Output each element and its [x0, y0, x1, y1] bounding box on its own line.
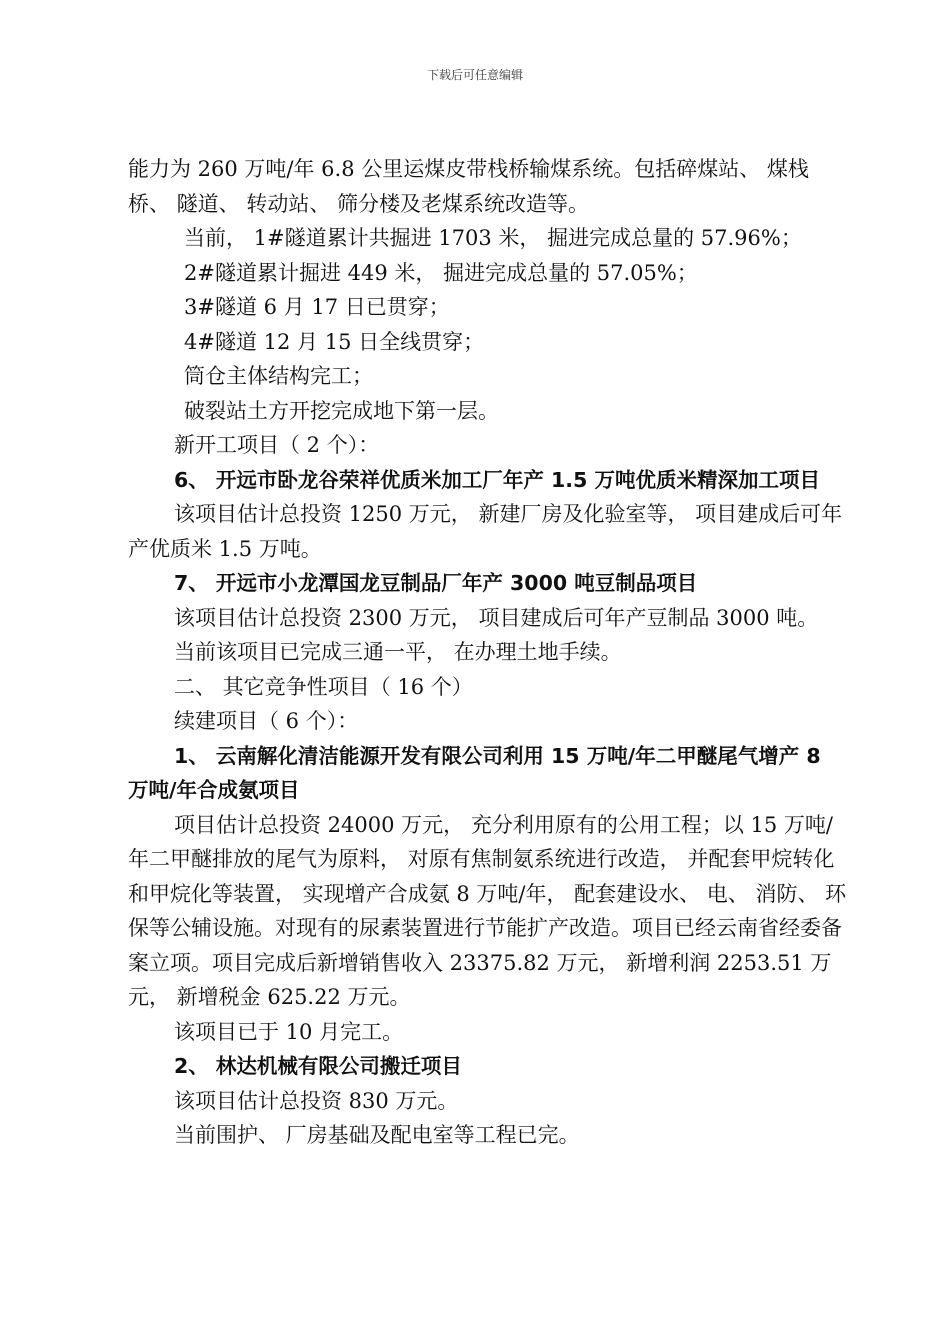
paragraph-project-2-status: 当前围护、 厂房基础及配电室等工程已完。 — [174, 1123, 580, 1147]
paragraph-tunnel-2: 2#隧道累计掘进 449 米， 掘进完成总量的 57.05%； — [184, 260, 698, 285]
paragraph-belt-system: 能力为 260 万吨/年 6.8 公里运煤皮带栈桥输煤系统。包括碎煤站、 煤栈桥、 隧道、 转动站、 筛分楼及老煤系统改造等。 — [128, 157, 809, 216]
heading-project-2: 2、 林达机械有限公司搬迁项目 — [174, 1054, 462, 1078]
page-header: 下载后可任意编辑 — [426, 68, 523, 82]
paragraph-project-7-desc: 该项目估计总投资 2300 万元， 项目建成后可年产豆制品 3000 吨。 — [174, 605, 819, 630]
heading-continuing-projects: 续建项目（ 6 个）： — [174, 709, 359, 733]
paragraph-project-1-status: 该项目已于 10 月完工。 — [174, 1019, 404, 1044]
heading-project-6: 6、 开远市卧龙谷荣祥优质米加工厂年产 1.5 万吨优质米精深加工项目 — [174, 467, 820, 492]
heading-new-projects: 新开工项目（ 2 个）： — [174, 433, 380, 457]
paragraph-crushing-station: 破裂站土方开挖完成地下第一层。 — [184, 398, 499, 423]
paragraph-project-1-desc: 项目估计总投资 24000 万元， 充分利用原有的公用工程；以 15 万吨/年二甲醚排放的尾气为原料， 对原有焦制氨系统进行改造， 并配套甲烷转化和甲烷化等装置， 实现增产合成氨 8 万吨/年， 配套建设水、 电、 消防、 环保等公辅设施。对现有的尿素装置进行节能扩产改造。项目已经云南省经委备案立项。项目完成后新增销售收入 23375.82 万元， 新增利润 2253.51 万元， 新增税金 625.22 万元。 — [128, 812, 847, 1009]
paragraph-project-2-desc: 该项目估计总投资 830 万元。 — [174, 1088, 459, 1113]
heading-project-1: 1、 云南解化清洁能源开发有限公司利用 15 万吨/年二甲醚尾气增产 8 万吨/年合成氨项目 — [128, 743, 821, 802]
heading-project-7: 7、 开远市小龙潭国龙豆制品厂年产 3000 吨豆制品项目 — [174, 571, 698, 595]
paragraph-tunnel-1: 当前， 1#隧道累计共掘进 1703 米， 掘进完成总量的 57.96%； — [184, 226, 802, 250]
paragraph-project-7-status: 当前该项目已完成三通一平， 在办理土地手续。 — [174, 640, 622, 664]
paragraph-tunnel-3: 3#隧道 6 月 17 日已贯穿； — [184, 295, 450, 319]
document-body — [128, 152, 848, 1153]
paragraph-project-6-desc: 该项目估计总投资 1250 万元， 新建厂房及化验室等， 项目建成后可年产优质米 1.5 万吨。 — [128, 502, 843, 561]
heading-other-projects: 二、 其它竞争性项目（ 16 个） — [174, 674, 473, 699]
paragraph-tunnel-4: 4#隧道 12 月 15 日全线贯穿； — [184, 329, 485, 354]
paragraph-silo: 筒仓主体结构完工； — [184, 364, 373, 388]
